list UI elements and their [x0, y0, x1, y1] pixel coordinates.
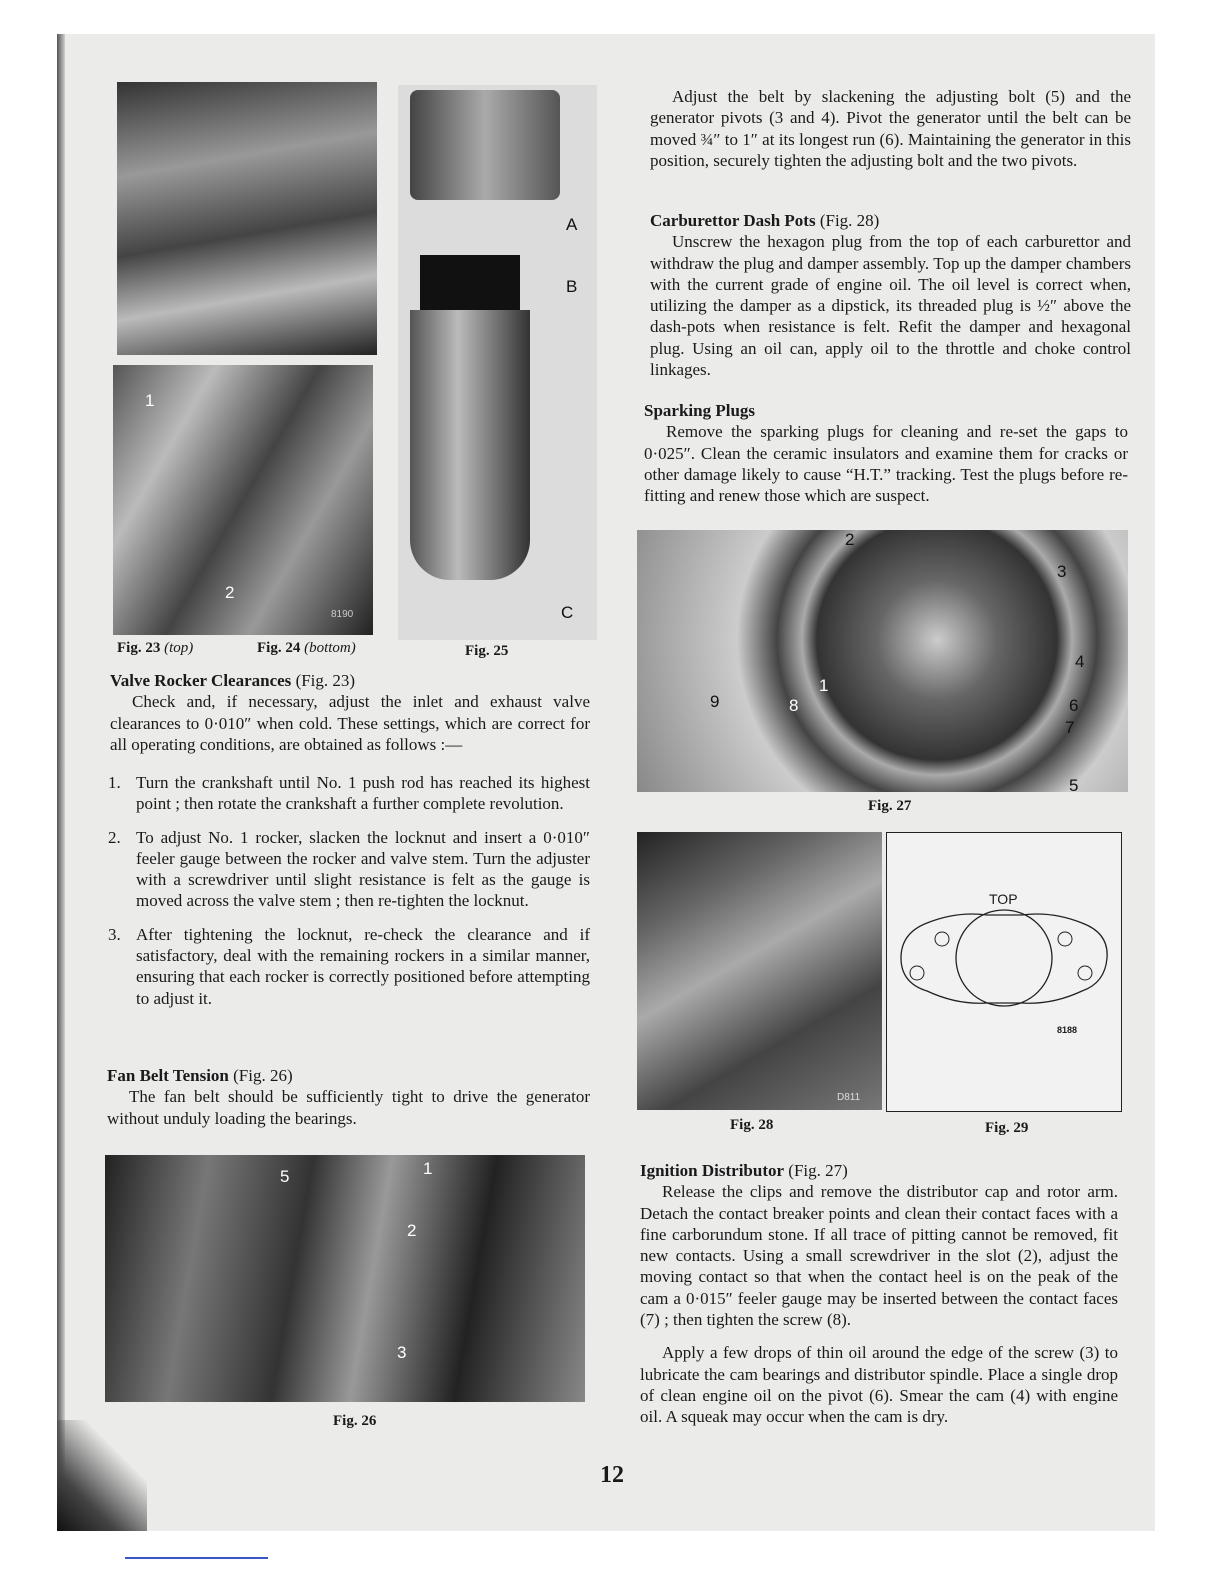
fig27-label: 1 [819, 676, 829, 695]
fig24-photo [113, 365, 373, 635]
fig23-caption: Fig. 23 (top) [117, 640, 194, 656]
ignition-section: Ignition Distributor (Fig. 27) Release the clips and remove the distributor cap and rotor arm. Detach the contact breaker points and clean their contact faces with a fine carborundum stone. If all trace of pitting cannot be removed, fit new contacts. Using a small screwdriver in the slot (2), adjust the moving contact so that when the contact heel is on the peak of the cam a 0·015″ feeler gauge may be inserted between the contact faces (7) ; then tighten the screw (8). Apply a few drops of thin oil around the edge of the screw (3) to lubricate the cam bearings and distributor spindle. Place a single drop of clean engine oil on the pivot (6). Smear the cam (4) with engine oil. A squeak may occur when the cam is dry. [640, 1161, 1118, 1427]
gasket-drawing [887, 833, 1121, 1111]
fig27-caption: Fig. 27 [868, 798, 912, 814]
filter-head [410, 90, 560, 200]
fig28-caption: Fig. 28 [730, 1117, 774, 1133]
section-heading: Valve Rocker Clearances [110, 671, 292, 690]
step-item: 2. To adjust No. 1 rocker, slacken the locknut and insert a 0·010″ feeler gauge between the rocker and valve stem. Turn the adjuster with a screwdriver until slight resistance is felt as the gauge is moved across the valve stem ; then re-tighten the locknut. [108, 827, 590, 911]
step-item: 3. After tightening the locknut, re-check the clearance and if satisfactory, deal with the remaining rockers in a similar manner, ensuring that each rocker is correctly positioned before attempting to adjust it. [108, 924, 590, 1008]
fig25-caption: Fig. 25 [465, 643, 509, 659]
filter-element [420, 255, 520, 315]
valve-steps [108, 772, 590, 1021]
section-heading: Sparking Plugs [644, 401, 756, 420]
carb-section: Carburettor Dash Pots (Fig. 28) Unscrew the hexagon plug from the top of each carburettor and withdraw the plug and damper assembly. Top up the damper chambers with the current grade of engine oil. The oil level is correct when, utilizing the damper as a dipstick, its threaded plug is ½″ above the dash-pots when resistance is felt. Refit the damper and hexagonal plug. Using an oil can, apply oil to the throttle and choke control linkages. [650, 211, 1131, 380]
fig25-label: C [561, 603, 574, 622]
section-heading: Carburettor Dash Pots [650, 211, 816, 230]
fig23-photo [117, 82, 377, 355]
fig26-label: 3 [397, 1343, 407, 1362]
fig25-label: B [566, 277, 578, 296]
fig24-caption: Fig. 24 (bottom) [257, 640, 356, 656]
adjust-paragraph: Adjust the belt by slackening the adjusting bolt (5) and the generator pivots (3 and 4). Pivot the generator until the belt can be moved ¾″ to 1″ at its longest run (6). Maintaining the generator in this position, securely tighten the adjusting bolt and the two pivots. [650, 87, 1131, 170]
fig27-label: 6 [1069, 696, 1079, 715]
fig27-label: 7 [1065, 718, 1075, 737]
fig26-label: 2 [407, 1221, 417, 1240]
fig24-label: 2 [225, 583, 235, 602]
fig27-label: 4 [1075, 652, 1085, 671]
page-number: 12 [600, 1462, 624, 1488]
blue-underline [125, 1557, 268, 1559]
fig26-label: 5 [280, 1167, 290, 1186]
fig24-label: 1 [145, 391, 155, 410]
scan-edge-shadow [57, 34, 65, 1531]
fig28-photo [637, 832, 882, 1110]
plugs-section: Sparking Plugs Remove the sparking plugs for cleaning and re-set the gaps to 0·025″. Clean the ceramic insulators and examine them for cracks or other damage likely to cause “H.T.” tracking. Test the plugs before re-fitting and renew those which are suspect. [644, 401, 1128, 506]
fanbelt-section: Fan Belt Tension (Fig. 26) The fan belt should be sufficiently tight to drive the generator without unduly loading the bearings. [107, 1066, 590, 1128]
fig27-label: 5 [1069, 776, 1079, 792]
fig26-caption: Fig. 26 [333, 1413, 377, 1429]
valve-intro: Check and, if necessary, adjust the inlet and exhaust valve clearances to 0·010″ when cold. These settings, which are correct for all operating conditions, are obtained as follows :— [110, 692, 590, 754]
fig27-label: 9 [710, 692, 720, 711]
fig29-diagram [886, 832, 1122, 1112]
fig28-ref: D811 [837, 1092, 861, 1103]
fig26-photo [105, 1155, 585, 1402]
fig27-label: 2 [845, 530, 855, 549]
fig27-photo [637, 530, 1128, 792]
fig24-ref: 8190 [331, 609, 354, 620]
fig29-ref: 8188 [1057, 1025, 1078, 1035]
valve-section: Valve Rocker Clearances (Fig. 23) Check and, if necessary, adjust the inlet and exhaust valve clearances to 0·010″ when cold. These settings, which are correct for all operating conditions, are obtained as follows :— [110, 671, 590, 754]
filter-bowl [410, 310, 530, 580]
step-item: 1. Turn the crankshaft until No. 1 push rod has reached its highest point ; then rotate the crankshaft a further complete revolution. [108, 773, 590, 814]
fig25-photo [398, 85, 597, 640]
section-heading: Ignition Distributor [640, 1161, 785, 1180]
fig25-label: A [566, 215, 578, 234]
fig29-caption: Fig. 29 [985, 1120, 1029, 1136]
section-heading: Fan Belt Tension [107, 1066, 229, 1085]
top-label: TOP [989, 891, 1018, 907]
fig26-label: 1 [423, 1159, 433, 1178]
fig27-label: 3 [1057, 562, 1067, 581]
fig27-label: 8 [789, 696, 799, 715]
scan-corner-shadow [57, 1420, 147, 1531]
